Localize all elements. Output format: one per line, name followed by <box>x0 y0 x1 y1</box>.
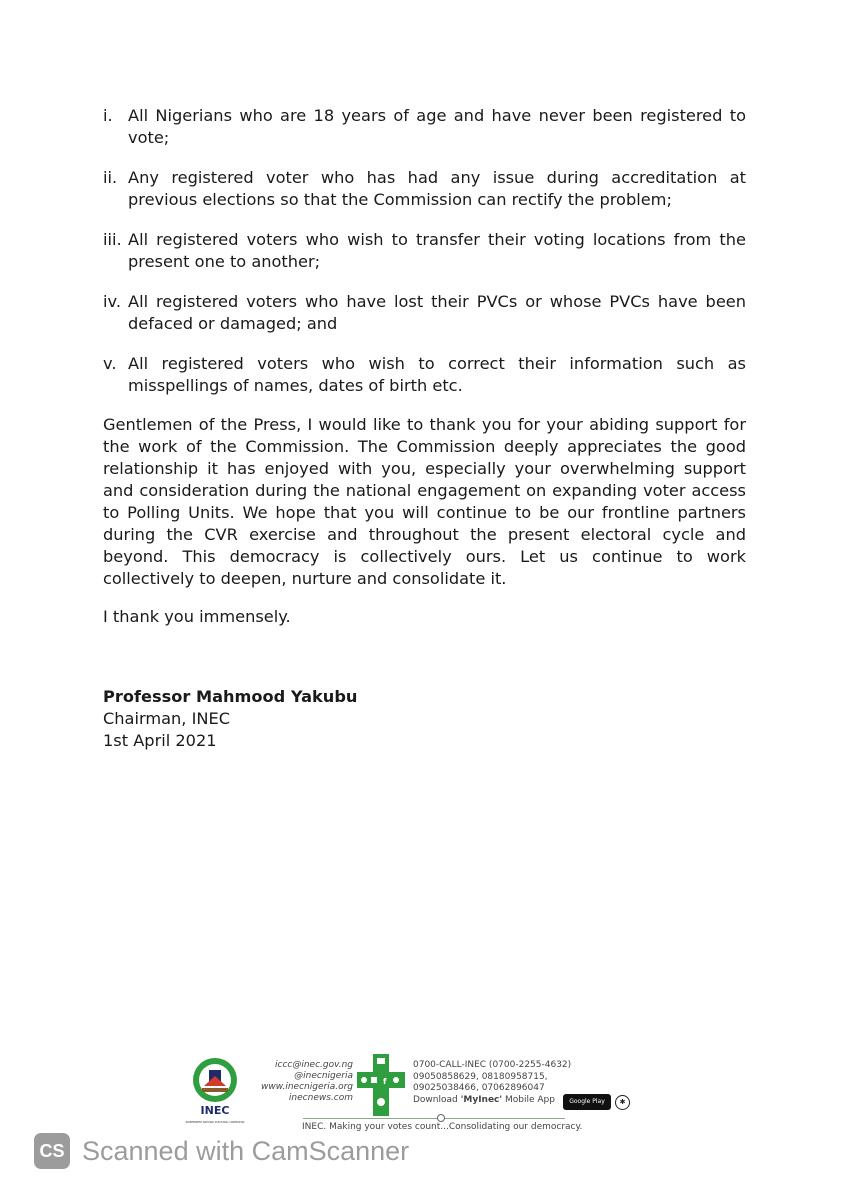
list-item-text: Any registered voter who has had any issue during accreditation at previous elections so that the Commission can rectify the problem; <box>128 168 746 209</box>
social-cross-icon <box>357 1054 405 1116</box>
news-link[interactable]: inecnews.com <box>288 1093 353 1103</box>
hotline: 0700-CALL-INEC (0700-2255-4632) <box>413 1060 572 1070</box>
email-link[interactable]: iccc@inec.gov.ng <box>275 1060 353 1070</box>
signatory-title: Chairman, INEC <box>103 709 231 728</box>
footer-divider <box>303 1118 565 1119</box>
eligibility-list <box>103 105 746 415</box>
list-item <box>103 105 746 149</box>
signature-date: 1st April 2021 <box>103 731 217 750</box>
list-item-text: All registered voters who wish to correct their information such as misspellings of names, dates of birth etc. <box>128 354 746 395</box>
contact-links <box>253 1060 353 1104</box>
inec-logo-icon <box>185 1056 245 1128</box>
closing-paragraph: Gentlemen of the Press, I would like to thank you for your abiding support for the work of the Commission. The Commission deeply appreciates the good relationship it has enjoyed with you, especially your overwhelming support and consideration during the national engagement on expanding voter access to Polling Units. We hope that you will continue to be our frontline partners during the CVR exercise and throughout the present electoral cycle and beyond. This democracy is collectively ours. Let us continue to work collectively to deepen, nurture and consolidate it. <box>103 415 746 588</box>
camscanner-badge-icon: CS <box>34 1133 70 1169</box>
list-item-number: iii. <box>103 230 122 249</box>
twitter-icon <box>361 1077 367 1083</box>
footer-tagline: INEC. Making your votes count...Consolidating our democracy. <box>302 1122 583 1132</box>
social-handle[interactable]: @inecnigeria <box>294 1071 353 1081</box>
list-item-number: v. <box>103 354 117 373</box>
app-download <box>413 1095 583 1107</box>
letterhead-footer <box>185 1052 645 1132</box>
app-name: 'MyInec' <box>460 1094 503 1105</box>
list-item <box>103 229 746 273</box>
website-link[interactable]: www.inecnigeria.org <box>260 1082 353 1092</box>
signatory-name: Professor Mahmood Yakubu <box>103 687 358 706</box>
phone-numbers-2: 09025038466, 07062896047 <box>413 1083 545 1093</box>
list-item-number: iv. <box>103 292 121 311</box>
list-item-text: All registered voters who have lost their PVCs or whose PVCs have been defaced or damaged; and <box>128 292 746 333</box>
logo-subtitle: INDEPENDENT NATIONAL ELECTORAL COMMISSION <box>185 1121 245 1124</box>
thanks-line: I thank you immensely. <box>103 607 291 626</box>
app-download-suffix: Mobile App <box>502 1094 555 1105</box>
list-item-number: ii. <box>103 168 118 187</box>
list-item-text: All Nigerians who are 18 years of age and have never been registered to vote; <box>128 106 746 147</box>
phone-icon <box>393 1077 399 1083</box>
instagram-icon <box>371 1077 377 1083</box>
divider-dot-icon <box>437 1114 445 1122</box>
mail-icon <box>377 1058 385 1064</box>
logo-label: INEC <box>200 1104 230 1117</box>
phone-numbers-1: 09050858629, 08180958715, <box>413 1071 548 1082</box>
list-item-text: All registered voters who wish to transfer their voting locations from the present one to another; <box>128 230 746 271</box>
list-item <box>103 167 746 211</box>
list-item <box>103 291 746 335</box>
facebook-icon: f <box>383 1077 387 1086</box>
list-item <box>103 353 746 397</box>
google-play-icon[interactable]: Google Play <box>563 1094 611 1110</box>
signature-block <box>103 686 357 752</box>
whatsapp-icon <box>377 1098 385 1106</box>
watermark-text: Scanned with CamScanner <box>82 1136 410 1166</box>
list-item-number: i. <box>103 106 113 125</box>
phone-contacts <box>413 1060 583 1106</box>
app-download-prefix: Download <box>413 1094 461 1105</box>
blackberry-icon: ✱ <box>615 1095 630 1110</box>
